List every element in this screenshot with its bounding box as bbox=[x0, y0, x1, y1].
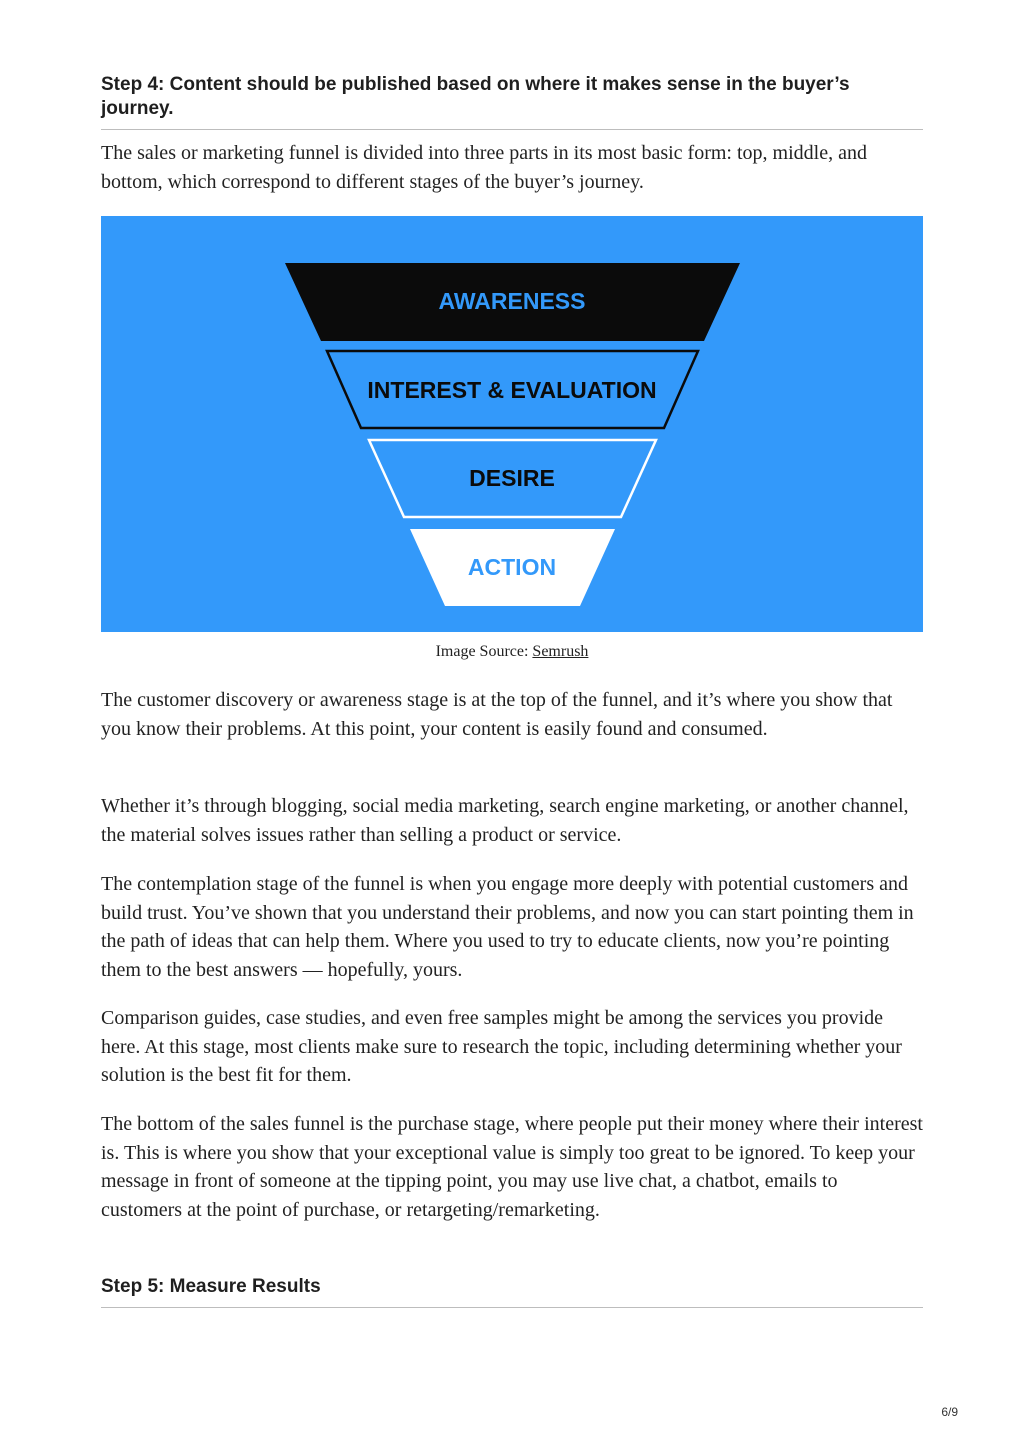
funnel-label-desire: DESIRE bbox=[469, 465, 555, 491]
funnel-diagram bbox=[101, 216, 923, 632]
paragraph-awareness: The customer discovery or awareness stage is at the top of the funnel, and it’s where you show that you know their problems. At this point, your content is easily found and consumed. bbox=[101, 689, 893, 740]
funnel-label-awareness: AWARENESS bbox=[438, 288, 586, 314]
paragraph-channels: Whether it’s through blogging, social media marketing, search engine marketing, or another channel, the material solves issues rather than selling a product or service. bbox=[101, 795, 909, 846]
funnel-label-action: ACTION bbox=[467, 554, 557, 580]
step4-heading: Step 4: Content should be published based on where it makes sense in the buyer’s journey. bbox=[101, 73, 923, 130]
funnel-label-interest-evaluation: INTEREST & EVALUATION bbox=[367, 377, 657, 403]
step5-heading: Step 5: Measure Results bbox=[101, 1275, 923, 1308]
sales-funnel-figure bbox=[101, 216, 923, 632]
caption-source-link[interactable]: Semrush bbox=[532, 643, 589, 660]
paragraph-comparison: Comparison guides, case studies, and even free samples might be among the services you provide here. At this stage, most clients make sure to research the topic, including determining whether your solution is the best fit for them. bbox=[101, 1007, 902, 1086]
paragraph-purchase: The bottom of the sales funnel is the purchase stage, where people put their money where their interest is. This is where you show that your exceptional value is simply too great to be ignored. To keep your message in front of someone at the tipping point, you may use live chat, a chatbot, emails to customers at the point of purchase, or retargeting/remarketing. bbox=[101, 1113, 923, 1221]
intro-paragraph: The sales or marketing funnel is divided into three parts in its most basic form: top, middle, and bottom, which correspond to different stages of the buyer’s journey. bbox=[101, 142, 867, 193]
page-number: 6/9 bbox=[941, 1405, 958, 1419]
image-caption bbox=[101, 643, 923, 661]
caption-prefix: Image Source: bbox=[435, 643, 533, 660]
paragraph-contemplation: The contemplation stage of the funnel is when you engage more deeply with potential customers and build trust. You’ve shown that you understand their problems, and now you can start pointing them in the path of ideas that can help them. Where you used to try to educate clients, now you’re pointing them to the best answers — hopefully, yours. bbox=[101, 873, 914, 981]
